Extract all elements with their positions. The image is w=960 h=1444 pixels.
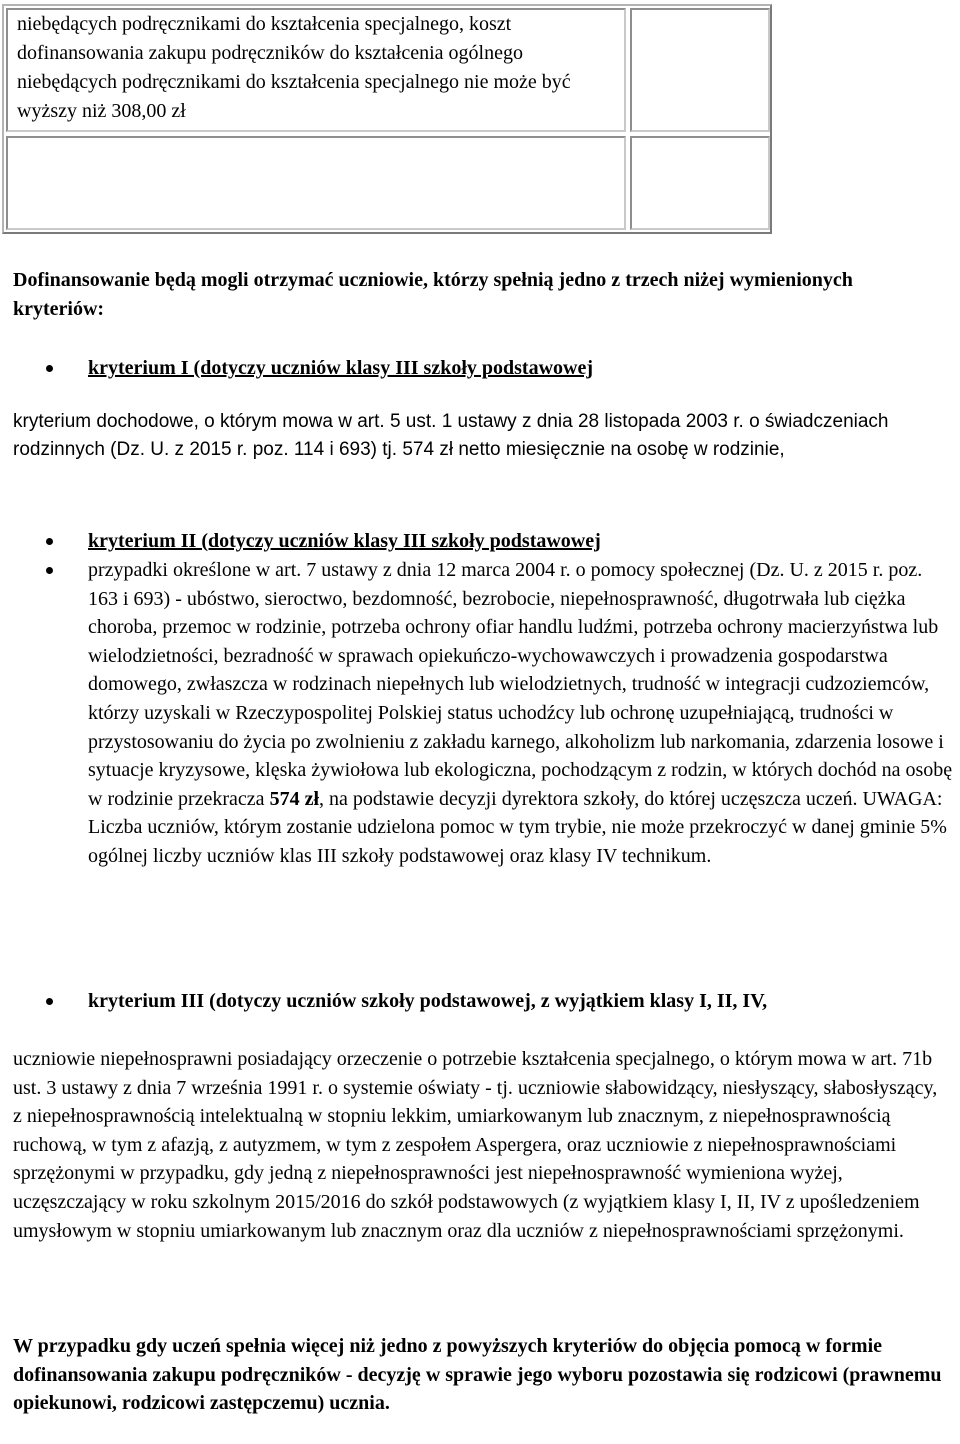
table-cell-text [6, 8, 626, 132]
closing-paragraph: W przypadku gdy uczeń spełnia więcej niż jedno z powyższych kryteriów do objęcia pomocą w formie dofinansowania zakupu podręczników - decyzję w sprawie jego wyboru pozostawia się rodzicowi (prawnemu opiekunowi, rodzicowi zastępczemu) ucznia. [13, 1335, 942, 1415]
criterion2-text [88, 556, 954, 871]
table-cell-empty [630, 136, 770, 230]
criterion3-text: uczniowie niepełnosprawni posiadający orzeczenie o potrzebie kształcenia specjalnego, o którym mowa w art. 71b ust. 3 ustawy z dnia 7 września 1991 r. o systemie oświaty - tj. uczniowie słabowidzący, niesłyszący, słabosłyszący, z niepełnosprawnością intelektualną w stopniu lekkim, umiarkowanym lub znacznym, z niepełnosprawnością ruchową, w tym z afazją, z autyzmem, w tym z zespołem Aspergera, oraz uczniowie z niepełnosprawnościami sprzężonymi w przypadku, gdy jedną z niepełnosprawności jest niepełnosprawność wymieniona wyżej, uczęszczający w roku szkolnym 2015/2016 do szkół podstawowych (z wyjątkiem klasy I, II, IV z upośledzeniem umysłowym w stopniu umiarkowanym lub znacznym oraz dla uczniów z niepełnosprawnościami sprzężonymi. [13, 1048, 938, 1242]
criterion1-text: kryterium dochodowe, o którym mowa w art. 5 ust. 1 ustawy z dnia 28 listopada 2003 r. o świadczeniach rodzinnych (Dz. U. z 2015 r. poz. 114 i 693) tj. 574 zł netto miesięcznie na osobę w rodzinie, [13, 411, 889, 460]
bullet-icon [40, 354, 62, 382]
criterion3-heading: kryterium III (dotyczy uczniów szkoły podstawowej, z wyjątkiem klasy I, II, IV, [88, 990, 768, 1012]
info-table [2, 4, 772, 234]
table-cell-empty [630, 8, 770, 132]
criterion2-amount: 574 zł [269, 787, 319, 810]
intro-paragraph: Dofinansowanie będą mogli otrzymać uczniowie, którzy spełnią jedno z trzech niżej wymienionych kryteriów: [13, 269, 853, 320]
criterion1-heading: kryterium I (dotyczy uczniów klasy III szkoły podstawowej [88, 357, 593, 379]
criterion2-heading: kryterium II (dotyczy uczniów klasy III szkoły podstawowej [88, 530, 601, 552]
criterion2-text-after: , na podstawie decyzji dyrektora szkoły, do której uczęszcza uczeń. UWAGA: Liczba uczniów, którym zostanie udzielona pomoc w tym trybie, nie może przekroczyć w danej gminie 5% ogólnej liczby uczniów klas III szkoły podstawowej oraz klasy IV technikum. [88, 787, 947, 867]
table-cell-empty [6, 136, 626, 230]
bullet-icon [40, 556, 62, 584]
bullet-icon [40, 527, 62, 555]
bullet-icon [40, 987, 62, 1015]
criterion2-text-before: przypadki określone w art. 7 ustawy z dnia 12 marca 2004 r. o pomocy społecznej (Dz. U. z 2015 r. poz. 163 i 693) - ubóstwo, sieroctwo, bezdomność, bezrobocie, niepełnosprawność, długotrwała lub ciężka choroba, przemoc w rodzinie, potrzeba ochrony ofiar handlu ludźmi, potrzeba ochrony macierzyństwa lub wielodzietności, bezradność w sprawach opiekuńczo-wychowawczych i prowadzenia gospodarstwa domowego, zwłaszcza w rodzinach niepełnych lub wielodzietnych, trudność w integracji cudzoziemców, którzy uzyskali w Rzeczypospolitej Polskiej status uchodźcy lub ochronę uzupełniającą, trudności w przystosowaniu do życia po zwolnieniu z zakładu karnego, alkoholizm lub narkomania, zdarzenia losowe i sytuacje kryzysowe, klęska żywiołowa lub ekologiczna, pochodzącym z rodzin, w których dochód na osobę w rodzinie przekracza [88, 559, 953, 810]
table-cell-text-content: niebędących podręcznikami do kształcenia specjalnego, koszt dofinansowania zakupu podręczników do kształcenia ogólnego niebędących podręcznikami do kształcenia specjalnego nie może być wyższy niż 308,00 zł [17, 13, 571, 122]
